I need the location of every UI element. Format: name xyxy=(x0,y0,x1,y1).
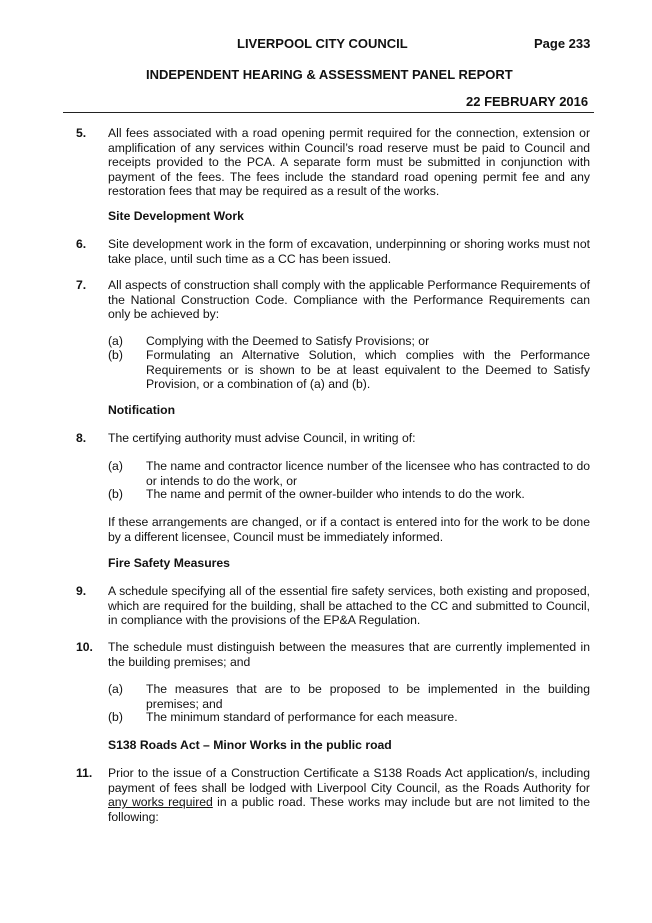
condition-text-9: A schedule specifying all of the essential fire safety services, both existing and proposed, which are required for the building, shall be attached to the CC and submitted to Council, in compliance with the provisions of the EP&A Regulation. xyxy=(108,584,590,628)
item-text: Complying with the Deemed to Satisfy Provisions; or xyxy=(146,334,430,348)
page-number: Page 233 xyxy=(534,36,591,51)
condition-8-item-b xyxy=(108,487,590,502)
text-part: in a public road. These works may include but are not limited to the following: xyxy=(108,795,590,824)
condition-number-6: 6. xyxy=(76,237,87,251)
condition-text-11 xyxy=(108,766,590,824)
item-label: (b) xyxy=(108,710,123,724)
condition-7-item-a xyxy=(108,334,590,349)
item-label: (a) xyxy=(108,459,123,473)
item-text: The name and contractor licence number of the licensee who has contracted to do or intends to do the work, or xyxy=(146,459,590,488)
item-text: The measures that are to be proposed to be implemented in the building premises; and xyxy=(146,682,590,711)
heading-fire-safety: Fire Safety Measures xyxy=(108,556,230,570)
item-label: (b) xyxy=(108,487,123,501)
item-label: (a) xyxy=(108,682,123,696)
header-divider xyxy=(63,112,594,113)
condition-number-5: 5. xyxy=(76,126,87,140)
condition-number-7: 7. xyxy=(76,278,87,292)
report-title: INDEPENDENT HEARING & ASSESSMENT PANEL REPORT xyxy=(146,67,513,82)
condition-8-followup: If these arrangements are changed, or if a contact is entered into for the work to be done by a different licensee, Council must be immediately informed. xyxy=(108,515,590,544)
item-label: (b) xyxy=(108,348,123,362)
condition-text-10: The schedule must distinguish between the measures that are currently implemented in the building premises; and xyxy=(108,640,590,669)
item-text: Formulating an Alternative Solution, which complies with the Performance Requirements or is shown to be at least equivalent to the Deemed to Satisfy Provision, or a combination of (a) and (b). xyxy=(146,348,590,392)
condition-number-10: 10. xyxy=(76,640,93,654)
condition-10-item-b xyxy=(108,710,590,725)
text-part: Prior to the issue of a Construction Certificate a S138 Roads Act application/s, including payment of fees shall be lodged with Liverpool City Council, as the Roads Authority for xyxy=(108,766,590,795)
item-text: The minimum standard of performance for each measure. xyxy=(146,710,458,724)
item-text: The name and permit of the owner-builder who intends to do the work. xyxy=(146,487,525,501)
heading-site-development: Site Development Work xyxy=(108,209,244,223)
condition-10-item-a xyxy=(108,682,590,711)
condition-number-11: 11. xyxy=(76,766,93,780)
item-label: (a) xyxy=(108,334,123,348)
underlined-text: any works required xyxy=(108,795,213,810)
council-name: LIVERPOOL CITY COUNCIL xyxy=(237,36,408,51)
heading-notification: Notification xyxy=(108,403,176,417)
condition-text-7: All aspects of construction shall comply with the applicable Performance Requirements of the National Construction Code. Compliance with the Performance Requirements can only be achieved by: xyxy=(108,278,590,322)
condition-text-8: The certifying authority must advise Council, in writing of: xyxy=(108,431,416,445)
condition-text-6: Site development work in the form of excavation, underpinning or shoring works must not take place, until such time as a CC has been issued. xyxy=(108,237,590,266)
condition-7-item-b xyxy=(108,348,590,392)
report-date: 22 FEBRUARY 2016 xyxy=(466,94,589,109)
condition-number-9: 9. xyxy=(76,584,87,598)
condition-text-5: All fees associated with a road opening permit required for the connection, extension or amplification of any services within Council’s road reserve must be paid to Council and receipts provided to the PCA. A separate form must be submitted in conjunction with payment of the fees. The fees include the standard road opening permit fee and any restoration fees that may be required as a result of the works. xyxy=(108,126,590,199)
condition-8-item-a xyxy=(108,459,590,488)
heading-s138-roads-act: S138 Roads Act – Minor Works in the public road xyxy=(108,738,392,752)
condition-number-8: 8. xyxy=(76,431,87,445)
